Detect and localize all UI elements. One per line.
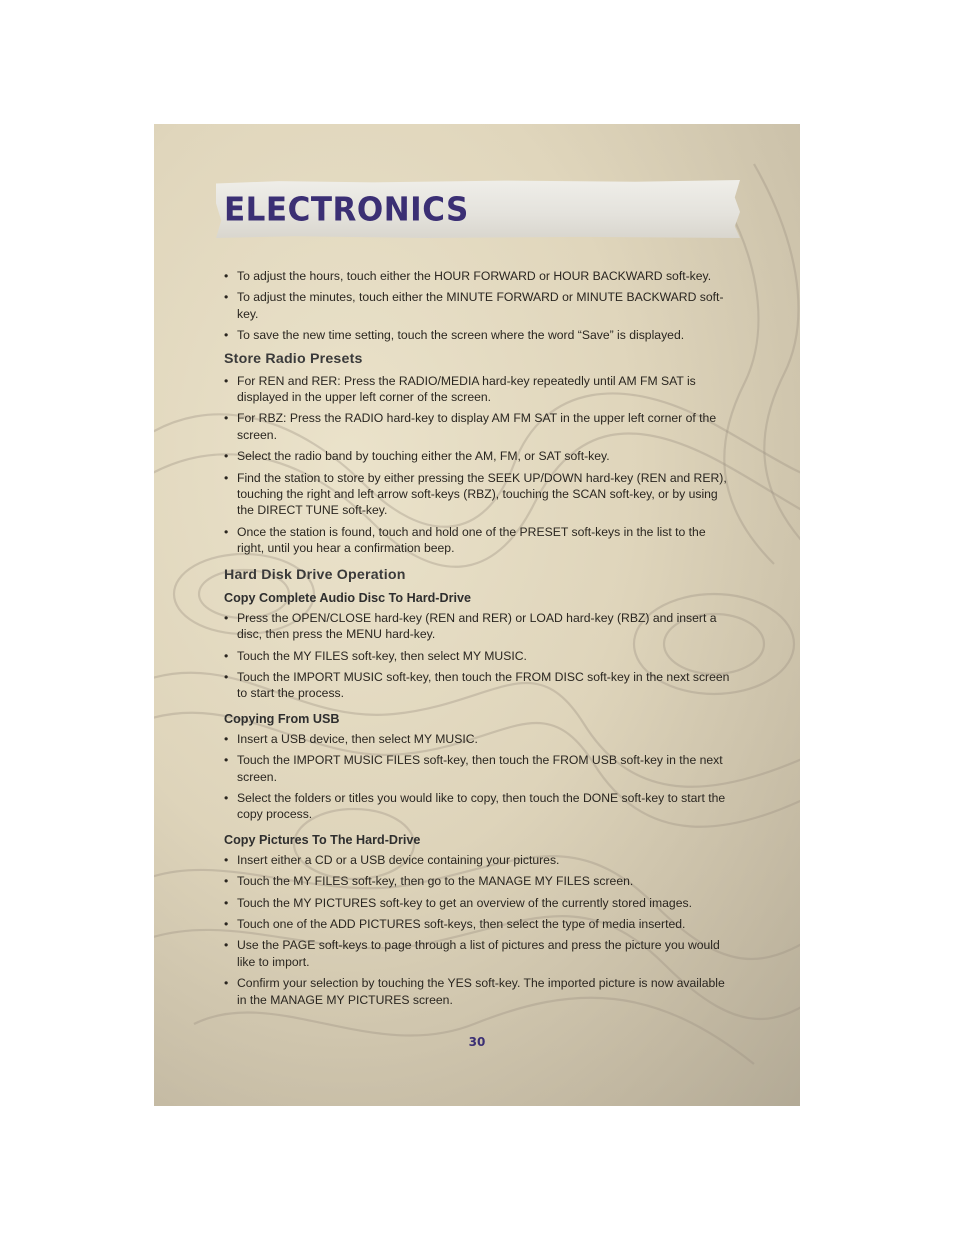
list-item: • Press the OPEN/CLOSE hard-key (REN and RER) or LOAD hard-key (RBZ) and insert a disc, then press the MENU hard-key. <box>224 610 717 642</box>
manual-page <box>154 124 800 1106</box>
list-item: • For REN and RER: Press the RADIO/MEDIA hard-key repeatedly until AM FM SAT is displayed in the upper left corner of the screen. <box>224 373 696 405</box>
list-item: • To save the new time setting, touch the screen where the word “Save” is displayed. <box>224 328 685 343</box>
list-item: • Use the PAGE soft-keys to page through a list of pictures and press the picture you would like to import. <box>224 938 720 969</box>
list-item: • Insert either a CD or a USB device containing your pictures. <box>224 852 560 867</box>
list-item: • For RBZ: Press the RADIO hard-key to display AM FM SAT in the upper left corner of the screen. <box>224 411 717 442</box>
subsection-heading-copy-disc: Copy Complete Audio Disc To Hard-Drive <box>224 590 472 605</box>
subsection-heading-copying-from-usb: Copying From USB <box>224 711 340 726</box>
copy-pictures-bullet-list <box>224 852 734 1008</box>
page-number: 30 <box>468 1035 486 1049</box>
list-item: • Once the station is found, touch and hold one of the PRESET soft-keys in the list to the right, until you hear a confirmation beep. <box>224 524 706 556</box>
page-title: ELECTRONICS <box>224 191 469 229</box>
copy-usb-bullet-list <box>224 731 734 823</box>
list-item: • Touch the IMPORT MUSIC FILES soft-key, then touch the FROM USB soft-key in the next screen. <box>224 753 723 784</box>
list-item: • Touch the MY FILES soft-key, then go to the MANAGE MY FILES screen. <box>224 874 634 889</box>
list-item: • Find the station to store by either pressing the SEEK UP/DOWN hard-key (REN and RER), touching the right and left arrow soft-keys (RBZ), touching the SCAN soft-key, or by using the DIRECT TUNE soft-key. <box>224 470 727 518</box>
section-heading-hard-disk-drive: Hard Disk Drive Operation <box>224 566 406 583</box>
list-item: • Insert a USB device, then select MY MUSIC. <box>224 731 478 746</box>
list-item: • Touch one of the ADD PICTURES soft-keys, then select the type of media inserted. <box>224 916 686 931</box>
list-item: • To adjust the hours, touch either the HOUR FORWARD or HOUR BACKWARD soft-key. <box>224 269 712 283</box>
store-radio-bullet-list <box>224 373 734 557</box>
page-content <box>224 268 734 1013</box>
list-item: • Select the radio band by touching either the AM, FM, or SAT soft-key. <box>224 449 610 464</box>
list-item: • Select the folders or titles you would like to copy, then touch the DONE soft-key to start the copy process. <box>224 790 726 822</box>
subsection-heading-copy-pictures: Copy Pictures To The Hard-Drive <box>224 832 421 847</box>
list-item: • To adjust the minutes, touch either the MINUTE FORWARD or MINUTE BACKWARD soft-key. <box>224 290 724 321</box>
list-item: • Confirm your selection by touching the YES soft-key. The imported picture is now available in the MANAGE MY PICTURES screen. <box>224 976 725 1007</box>
copy-disc-bullet-list <box>224 610 734 702</box>
list-item: • Touch the MY PICTURES soft-key to get an overview of the currently stored images. <box>224 895 692 910</box>
intro-bullet-list <box>224 268 734 344</box>
list-item: • Touch the MY FILES soft-key, then select MY MUSIC. <box>224 648 527 663</box>
section-heading-store-radio-presets: Store Radio Presets <box>224 350 363 367</box>
list-item: • Touch the IMPORT MUSIC soft-key, then touch the FROM DISC soft-key in the next screen to start the process. <box>224 669 730 701</box>
